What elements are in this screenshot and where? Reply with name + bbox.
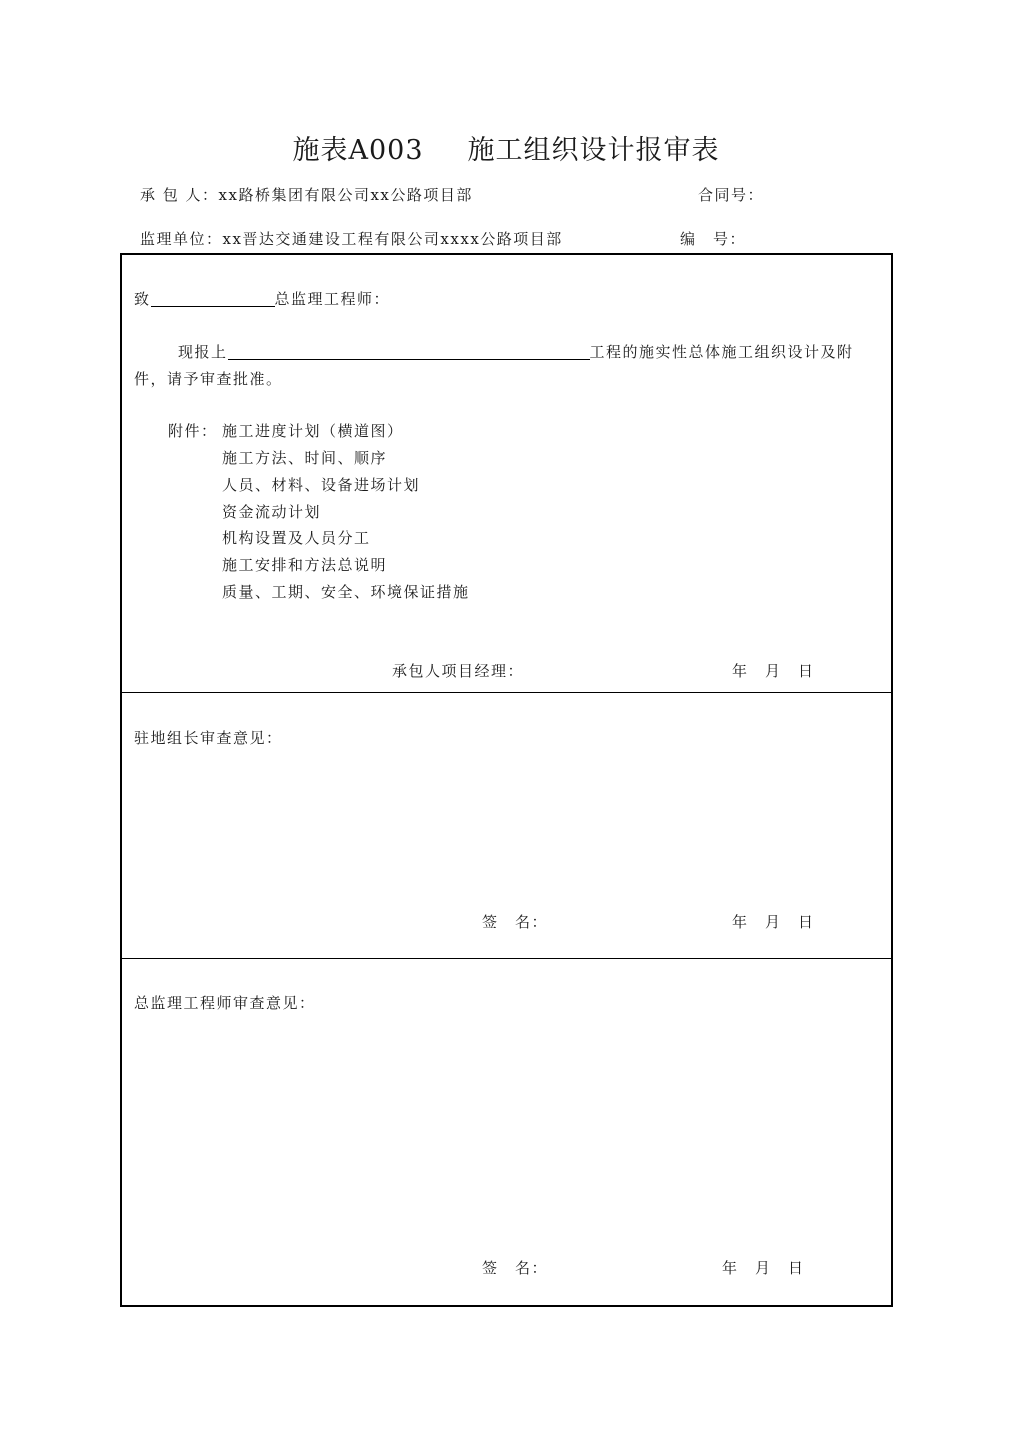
section-divider [122, 958, 891, 959]
attachments-label: 附件： [168, 422, 218, 440]
addressee-blank[interactable] [151, 290, 275, 307]
section1-date: 年 月 日 [732, 662, 815, 680]
resident-leader-opinion-label: 驻地组长审查意见： [134, 729, 283, 747]
attachment-item: 机构设置及人员分工 [222, 529, 371, 547]
section-divider [122, 692, 891, 693]
attachment-item: 施工方法、时间、顺序 [222, 449, 388, 467]
addressee-line [134, 288, 390, 309]
contractor-label: 承 包 人： [140, 186, 219, 204]
section2-sign-label: 签 名： [482, 913, 549, 931]
contractor-value: xx路桥集团有限公司xx公路项目部 [218, 186, 473, 204]
contractor-row [140, 184, 473, 205]
section2-date: 年 月 日 [732, 913, 815, 931]
attachment-item: 施工进度计划（横道图） [222, 422, 404, 440]
serial-no-label: 编 号： [680, 230, 747, 248]
attachment-item: 施工安排和方法总说明 [222, 556, 388, 574]
project-name-blank[interactable] [228, 343, 590, 360]
supervisor-row [140, 228, 563, 249]
report-line-2: 件，请予审查批准。 [134, 370, 283, 388]
form-title [0, 128, 1012, 167]
addressee-suffix: 总监理工程师： [274, 290, 391, 308]
attachment-item: 质量、工期、安全、环境保证措施 [222, 583, 470, 601]
section3-date: 年 月 日 [722, 1259, 805, 1277]
contractor-manager-signature-label: 承包人项目经理： [392, 662, 525, 680]
supervisor-label: 监理单位： [140, 230, 223, 248]
chief-engineer-opinion-label: 总监理工程师审查意见： [134, 994, 316, 1012]
attachment-item: 人员、材料、设备进场计划 [222, 476, 421, 494]
report-prefix: 现报上 [178, 343, 228, 361]
supervisor-value: xx晋达交通建设工程有限公司xxxx公路项目部 [222, 230, 563, 248]
form-name: 施工组织设计报审表 [467, 135, 720, 166]
addressee-prefix: 致 [134, 290, 151, 308]
report-suffix: 工程的施实性总体施工组织设计及附 [589, 343, 854, 361]
contract-no-label: 合同号： [698, 186, 765, 204]
approval-form [120, 253, 893, 1307]
form-code: 施表A003 [292, 135, 424, 166]
attachment-item: 资金流动计划 [222, 503, 322, 521]
report-line-1 [178, 341, 854, 362]
section3-sign-label: 签 名： [482, 1259, 549, 1277]
